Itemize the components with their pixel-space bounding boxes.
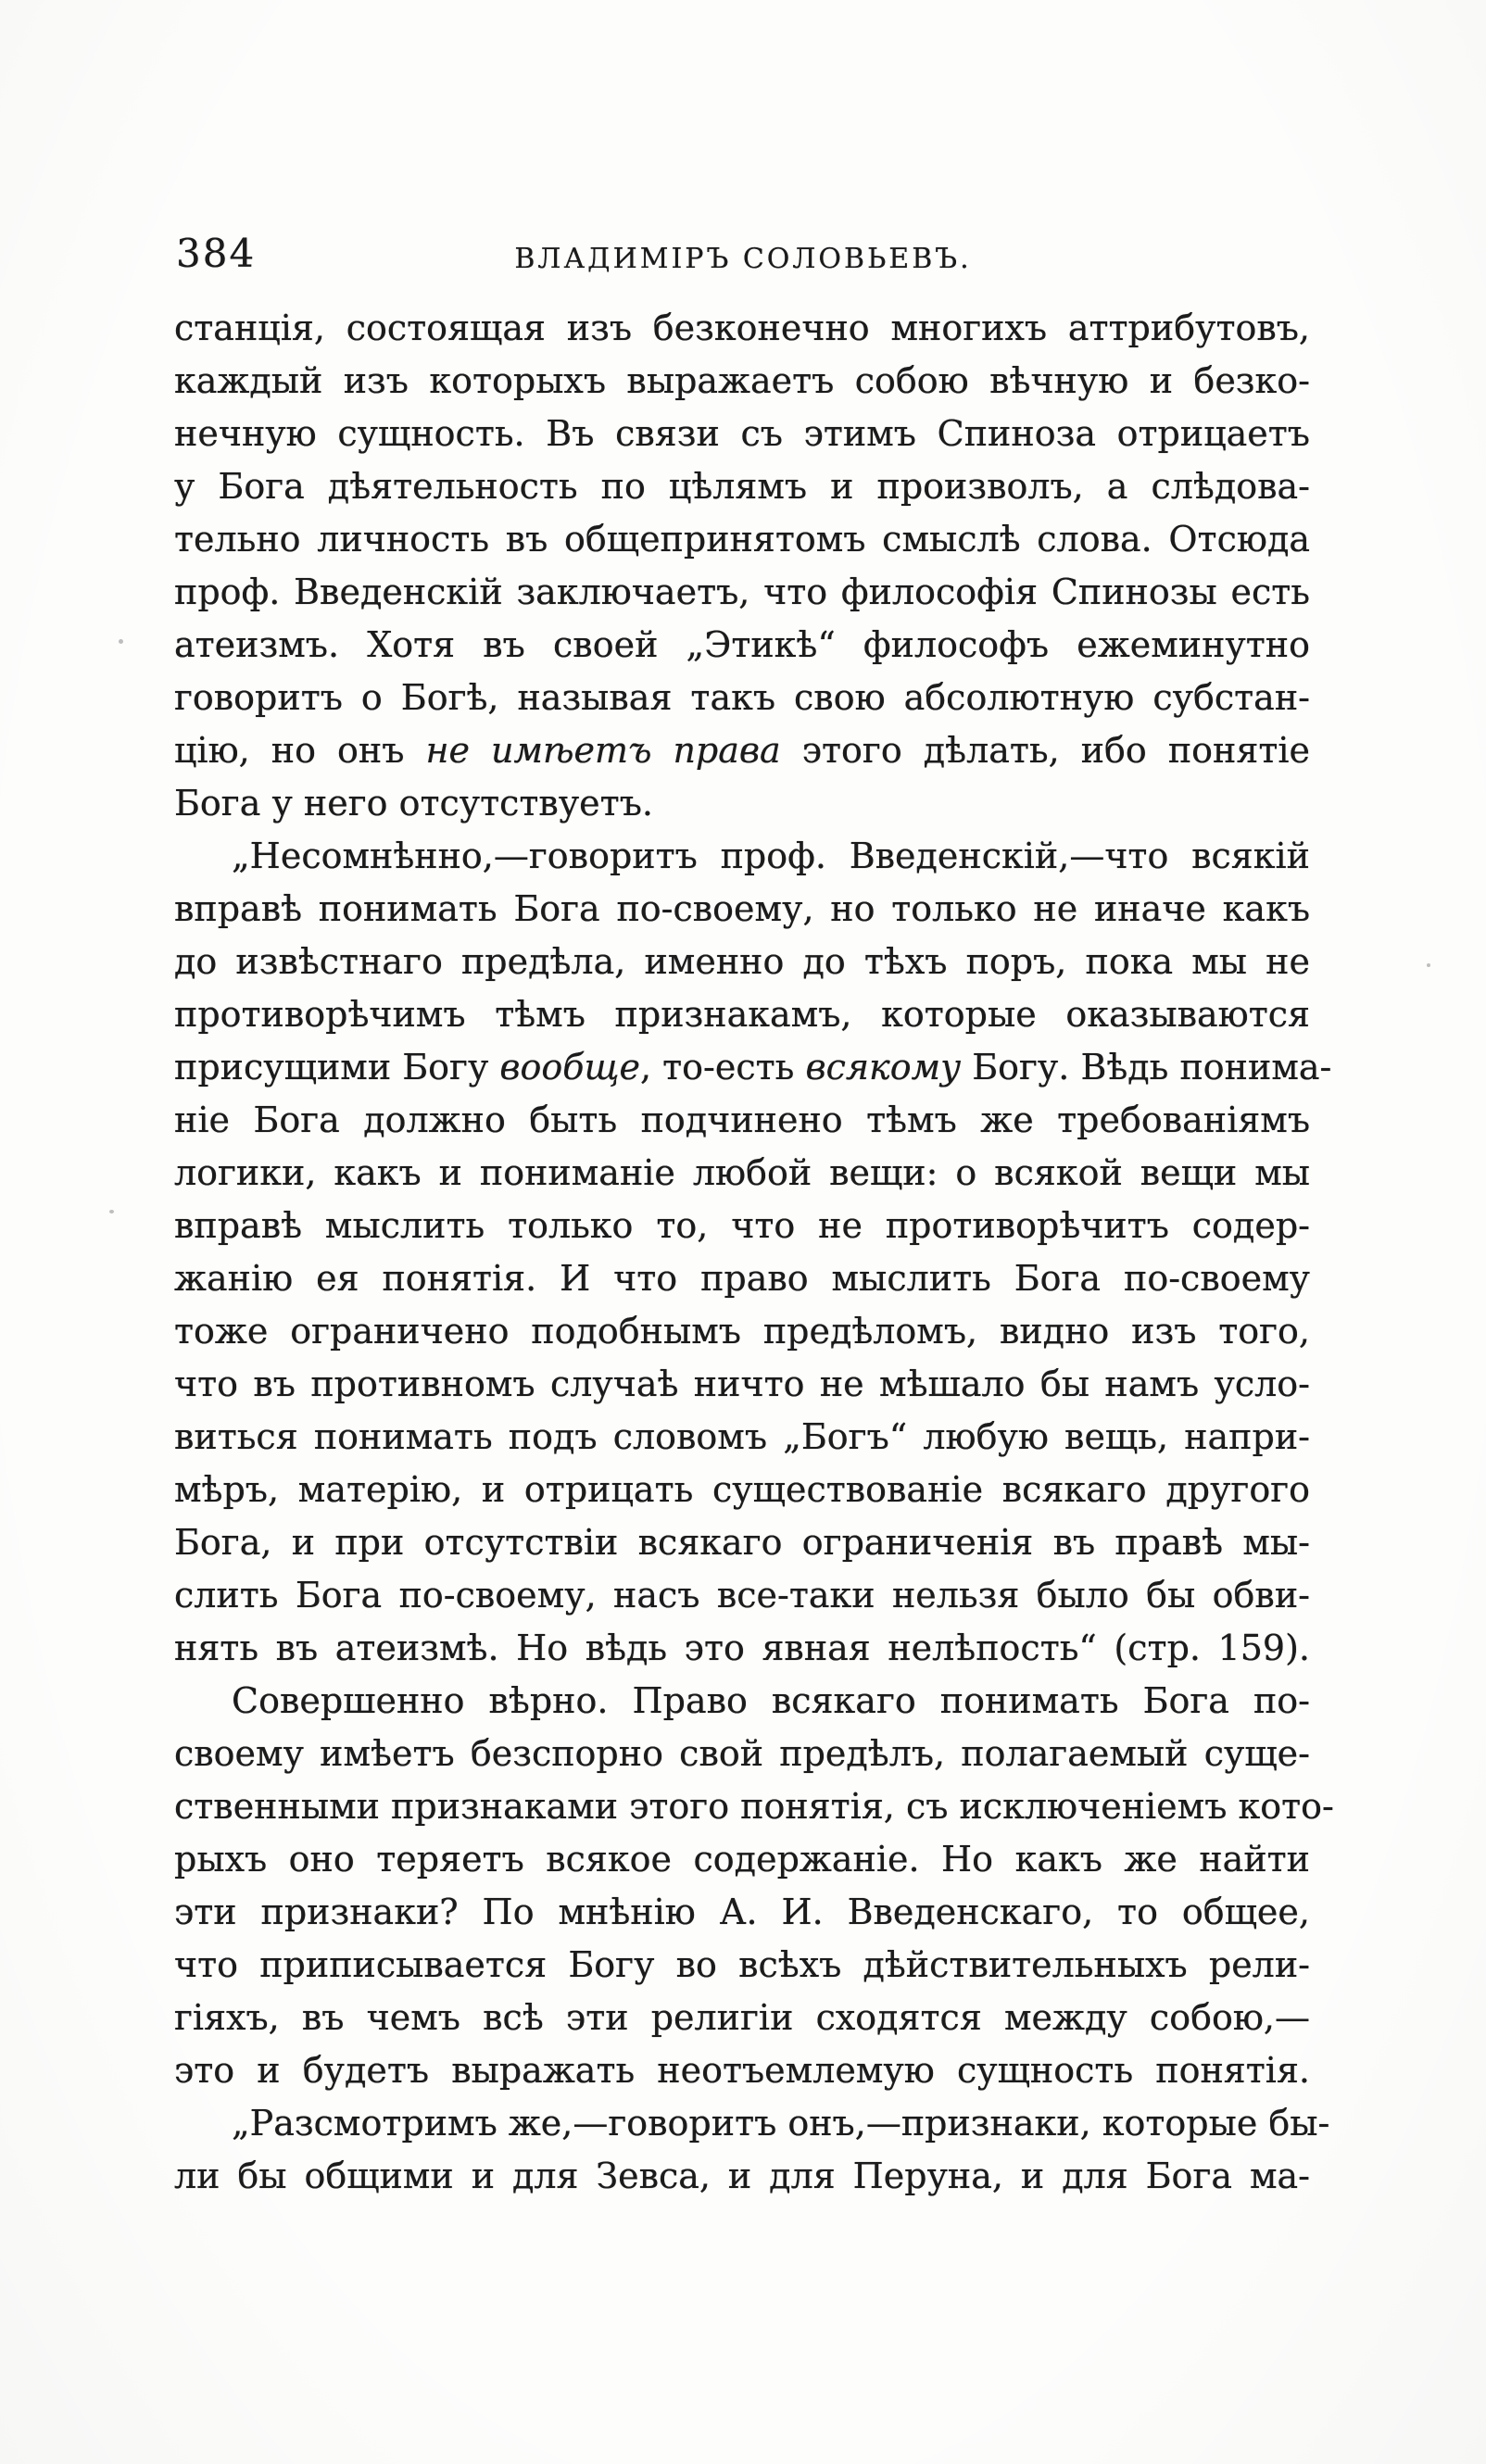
text-line xyxy=(174,988,1310,1041)
text-segment: эти признаки? По мнѣнію А. И. Введенскаго, то общее, xyxy=(174,1892,1310,1932)
paragraph xyxy=(174,1675,1334,2097)
text-line xyxy=(174,1675,1310,1728)
text-segment: нять въ атеизмѣ. Но вѣдь это явная нелѣпость“ (стр. 159). xyxy=(174,1628,1310,1668)
text-segment: атеизмъ. Хотя въ своей „Этикѣ“ философъ ежеминутно xyxy=(174,624,1310,665)
paragraph xyxy=(174,302,1310,830)
text-segment: ніе Бога должно быть подчинено тѣмъ же требованіямъ xyxy=(174,1100,1310,1140)
text-segment: „Несомнѣнно,—говоритъ проф. Введенскій,—что всякій xyxy=(232,836,1310,876)
text-segment: каждый изъ которыхъ выражаетъ собою вѣчную и безко- xyxy=(174,360,1310,401)
text-segment: цію, но онъ xyxy=(174,730,426,771)
text-segment: Бога, и при отсутствіи всякаго ограниченія въ правѣ мы- xyxy=(174,1522,1310,1563)
text-segment: нечную сущность. Въ связи съ этимъ Спиноза отрицаетъ xyxy=(174,413,1310,454)
text-line xyxy=(174,724,1310,777)
text-line xyxy=(174,1358,1310,1411)
text-segment: тоже ограничено подобнымъ предѣломъ, видно изъ того, xyxy=(174,1311,1310,1351)
text-line xyxy=(174,1728,1310,1780)
text-line xyxy=(174,1411,1310,1464)
text-line xyxy=(174,1464,1310,1516)
italic-text-segment: всякому xyxy=(805,1047,962,1087)
text-segment: противорѣчимъ тѣмъ признакамъ, которые оказываются xyxy=(174,994,1310,1035)
text-line xyxy=(174,460,1310,513)
text-segment: виться понимать подъ словомъ „Богъ“ любую вещь, напри- xyxy=(174,1416,1310,1457)
paragraph xyxy=(174,830,1332,1675)
text-segment: вправѣ мыслить только то, что не противорѣчитъ содер- xyxy=(174,1205,1310,1246)
text-segment: вправѣ понимать Бога по-своему, но только не иначе какъ xyxy=(174,888,1310,929)
text-line xyxy=(174,1200,1310,1252)
text-segment: „Разсмотримъ же,—говоритъ онъ,—признаки, которые бы- xyxy=(232,2103,1330,2143)
text-line xyxy=(174,302,1310,355)
text-segment: Богу. Вѣдь понима- xyxy=(961,1047,1332,1087)
text-segment: что приписывается Богу во всѣхъ дѣйствительныхъ рели- xyxy=(174,1944,1310,1985)
text-line xyxy=(174,2044,1310,2097)
scan-speck xyxy=(119,639,123,644)
text-segment: Совершенно вѣрно. Право всякаго понимать Бога по- xyxy=(232,1680,1310,1721)
text-line xyxy=(174,1041,1332,1094)
text-line xyxy=(174,1252,1310,1305)
italic-text-segment: вообще xyxy=(499,1047,640,1087)
text-line xyxy=(174,1780,1334,1833)
text-line xyxy=(174,830,1310,883)
scan-speck xyxy=(1427,963,1430,967)
text-line xyxy=(174,1939,1310,1992)
text-segment: станція, состоящая изъ безконечно многихъ аттрибутовъ, xyxy=(174,308,1310,348)
text-line xyxy=(174,777,1310,830)
text-segment: , то-есть xyxy=(639,1047,806,1087)
text-line xyxy=(174,1833,1310,1886)
page-number: 384 xyxy=(176,231,257,276)
text-line xyxy=(174,1569,1310,1622)
text-line xyxy=(174,672,1310,724)
text-line xyxy=(174,355,1310,408)
scan-speck xyxy=(109,1210,114,1213)
text-line xyxy=(174,1622,1310,1675)
text-segment: логики, какъ и пониманіе любой вещи: о всякой вещи мы xyxy=(174,1152,1310,1193)
text-block xyxy=(174,302,1334,2203)
text-segment: своему имѣетъ безспорно свой предѣлъ, полагаемый суще- xyxy=(174,1733,1310,1774)
running-header: ВЛАДИМІРЪ СОЛОВЬЕВЪ. xyxy=(514,243,972,275)
text-line xyxy=(174,1992,1310,2044)
text-segment: гіяхъ, въ чемъ всѣ эти религіи сходятся между собою,— xyxy=(174,1997,1310,2038)
text-segment: ли бы общими и для Зевса, и для Перуна, и для Бога ма- xyxy=(174,2156,1310,2196)
text-line xyxy=(174,2097,1330,2150)
text-segment: присущими Богу xyxy=(174,1047,500,1087)
text-line xyxy=(174,566,1310,619)
text-line xyxy=(174,1516,1310,1569)
text-segment: это и будетъ выражать неотъемлемую сущность понятія. xyxy=(174,2050,1310,2091)
text-segment: жанію ея понятія. И что право мыслить Бога по-своему xyxy=(174,1258,1310,1299)
text-line xyxy=(174,883,1310,936)
italic-text-segment: не имѣетъ права xyxy=(425,730,781,771)
text-line xyxy=(174,1886,1310,1939)
text-segment: до извѣстнаго предѣла, именно до тѣхъ поръ, пока мы не xyxy=(174,941,1310,982)
text-segment: рыхъ оно теряетъ всякое содержаніе. Но какъ же найти xyxy=(174,1839,1310,1879)
text-segment: этого дѣлать, ибо понятіе xyxy=(780,730,1310,771)
text-segment: Бога у него отсутствуетъ. xyxy=(174,783,653,823)
text-segment: что въ противномъ случаѣ ничто не мѣшало бы намъ усло- xyxy=(174,1364,1310,1404)
paragraph xyxy=(174,2097,1330,2203)
text-line xyxy=(174,1147,1310,1200)
text-segment: тельно личность въ общепринятомъ смыслѣ слова. Отсюда xyxy=(174,519,1310,559)
text-line xyxy=(174,936,1310,988)
text-segment: ственными признаками этого понятія, съ исключеніемъ кото- xyxy=(174,1786,1334,1827)
text-segment: проф. Введенскій заключаетъ, что философія Спинозы есть xyxy=(174,572,1310,612)
text-line xyxy=(174,619,1310,672)
text-line xyxy=(174,408,1310,460)
text-line xyxy=(174,513,1310,566)
text-line xyxy=(174,2150,1310,2203)
text-segment: мѣръ, матерію, и отрицать существованіе всякаго другого xyxy=(174,1469,1310,1510)
text-segment: у Бога дѣятельность по цѣлямъ и произволъ, а слѣдова- xyxy=(174,466,1310,507)
text-line xyxy=(174,1094,1310,1147)
text-line xyxy=(174,1305,1310,1358)
text-segment: слить Бога по-своему, насъ все-таки нельзя было бы обви- xyxy=(174,1575,1310,1615)
text-segment: говоритъ о Богѣ, называя такъ свою абсолютную субстан- xyxy=(174,677,1310,718)
